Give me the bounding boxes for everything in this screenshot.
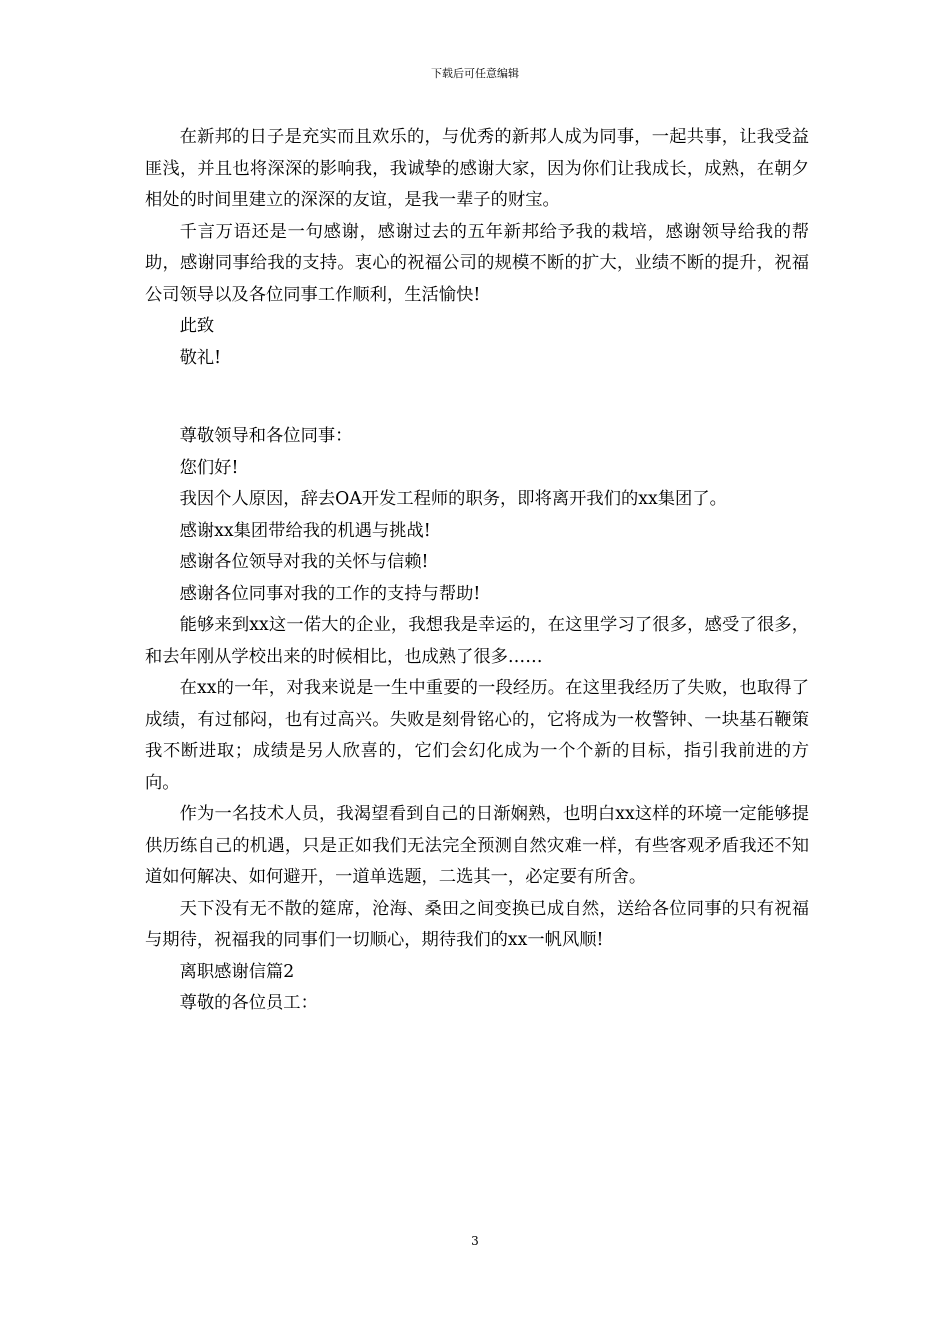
closing-line: 此致 (179, 316, 215, 336)
paragraph: 天下没有无不散的筵席，沧海、桑田之间变换已成自然，送给各位同事的只有祝福与期待，祝福我的同事们一切顺心，期待我们的xx一帆风顺! (145, 898, 809, 950)
paragraph: 作为一名技术人员，我渴望看到自己的日渐娴熟，也明白xx这样的环境一定能够提供历练自己的机遇，只是正如我们无法完全预测自然灾难一样，有些客观矛盾我还不知道如何解决、如何避开，一道单选题，二选其一，必定要有所舍。 (145, 804, 809, 887)
paragraph: 感谢各位同事对我的工作的支持与帮助! (179, 583, 481, 604)
salutation: 尊敬领导和各位同事： (179, 426, 353, 446)
paragraph: 我因个人原因，辞去OA开发工程师的职务，即将离开我们的xx集团了。 (179, 489, 727, 509)
paragraph: 感谢xx集团带给我的机遇与挑战! (179, 520, 431, 541)
closing-salute: 敬礼! (179, 347, 222, 368)
page-header: 下载后可任意编辑 (431, 67, 519, 80)
paragraph: 感谢各位领导对我的关怀与信赖! (179, 552, 429, 572)
section-title: 离职感谢信篇2 (179, 961, 295, 982)
paragraph: 在xx的一年，对我来说是一生中重要的一段经历。在这里我经历了失败，也取得了成绩，有过郁闷，也有过高兴。失败是刻骨铭心的，它将成为一枚警钟、一块基石鞭策我不断进取；成绩是另人欣喜的，它们会幻化成为一个个新的目标，指引我前进的方向。 (145, 678, 809, 793)
page-number: 3 (471, 1234, 479, 1248)
section-gap (145, 374, 809, 421)
salutation: 尊敬的各位员工： (179, 993, 318, 1013)
paragraph: 千言万语还是一句感谢，感谢过去的五年新邦给予我的栽培，感谢领导给我的帮助，感谢同事给我的支持。衷心的祝福公司的规模不断的扩大，业绩不断的提升，祝福公司领导以及各位同事工作顺利，生活愉快! (145, 221, 809, 305)
document-body (145, 122, 809, 1020)
paragraph: 能够来到xx这一偌大的企业，我想我是幸运的，在这里学习了很多，感受了很多，和去年刚从学校出来的时候相比，也成熟了很多…… (145, 615, 809, 667)
paragraph: 在新邦的日子是充实而且欢乐的，与优秀的新邦人成为同事，一起共事，让我受益匪浅，并且也将深深的影响我，我诚挚的感谢大家，因为你们让我成长，成熟，在朝夕相处的时间里建立的深深的友谊，是我一辈子的财宝。 (145, 127, 809, 210)
greeting: 您们好! (179, 457, 239, 478)
